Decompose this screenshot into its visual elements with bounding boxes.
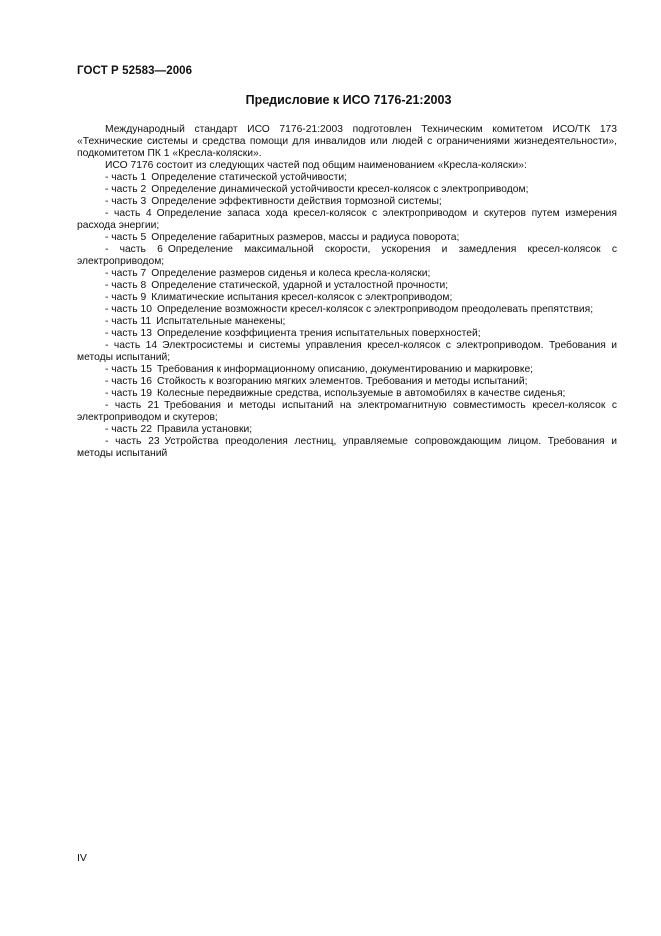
part-number: - часть 11	[105, 316, 152, 327]
part-title: Испытательные манекены;	[156, 316, 286, 327]
part-title: Определение динамической устойчивости кресел-колясок с электроприводом;	[151, 184, 529, 195]
part-title: Определение статической, ударной и усталостной прочности;	[151, 280, 449, 291]
part-list-item	[77, 340, 617, 364]
intro-paragraph: Международный стандарт ИСО 7176-21:2003 подготовлен Техническим комитетом ИСО/ТК 173 «Технические системы и средства помощи для инвалидов или людей с ограничениями жизнедеятельности», подкомитетом ПК 1 «Кресла-коляски».	[77, 124, 617, 159]
part-number: - часть 3	[105, 196, 147, 207]
part-number: - часть 9	[105, 292, 147, 303]
part-number: - часть 5	[105, 232, 147, 243]
part-title: Определение возможности кресел-колясок с электроприводом преодолевать препятствия;	[156, 304, 594, 315]
part-number: - часть 6	[105, 244, 163, 255]
part-number: - часть 4	[105, 208, 152, 219]
part-list-item	[77, 232, 617, 244]
page-number: IV	[77, 852, 87, 864]
part-list-item	[77, 376, 617, 388]
parts-list	[77, 172, 617, 460]
part-title: Электросистемы и системы управления кресел-колясок с электроприводом. Требования и методы испытаний;	[77, 340, 617, 363]
part-title: Климатические испытания кресел-колясок с электроприводом;	[151, 292, 453, 303]
part-list-item	[77, 328, 617, 340]
parts-intro-paragraph: ИСО 7176 состоит из следующих частей под общим наименованием «Кресла-коляски»:	[105, 160, 527, 171]
part-number: - часть 22	[105, 424, 152, 435]
part-list-item	[77, 436, 617, 460]
standard-header: ГОСТ Р 52583—2006	[77, 65, 193, 77]
part-list-item	[77, 304, 617, 316]
part-number: - часть 13	[105, 328, 152, 339]
part-title: Правила установки;	[156, 424, 253, 435]
part-number: - часть 23	[105, 436, 160, 447]
part-list-item	[77, 280, 617, 292]
part-number: - часть 16	[105, 376, 152, 387]
part-number: - часть 19	[105, 388, 152, 399]
part-number: - часть 21	[105, 400, 160, 411]
part-title: Определение максимальной скорости, ускорения и замедления кресел-колясок с электроприводом;	[77, 244, 617, 267]
part-title: Требования к информационному описанию, документированию и маркировке;	[156, 364, 534, 375]
part-list-item	[77, 172, 617, 184]
part-number: - часть 7	[105, 268, 147, 279]
part-list-item	[77, 268, 617, 280]
part-list-item	[77, 244, 617, 268]
part-list-item	[77, 316, 617, 328]
part-title: Определение коэффициента трения испытательных поверхностей;	[156, 328, 481, 339]
part-title: Определение габаритных размеров, массы и радиуса поворота;	[151, 232, 460, 243]
body-text	[77, 124, 617, 460]
page-title	[0, 93, 661, 107]
part-list-item	[77, 208, 617, 232]
part-title: Определение эффективности действия тормозной системы;	[151, 196, 442, 207]
part-list-item	[77, 400, 617, 424]
part-list-item	[77, 388, 617, 400]
part-number: - часть 14	[105, 340, 158, 351]
part-title: Устройства преодоления лестниц, управляемые сопровождающим лицом. Требования и методы испытаний	[77, 436, 617, 459]
part-title: Определение статической устойчивости;	[151, 172, 348, 183]
part-number: - часть 1	[105, 172, 147, 183]
part-title: Определение запаса хода кресел-колясок с электроприводом и скутеров путем измерения расхода энергии;	[77, 208, 618, 231]
part-list-item	[77, 292, 617, 304]
part-list-item	[77, 424, 617, 436]
title-text: Предисловие к ИСО 7176-21:2003	[245, 93, 452, 107]
part-title: Стойкость к возгоранию мягких элементов. Требования и методы испытаний;	[156, 376, 528, 387]
part-number: - часть 8	[105, 280, 147, 291]
part-title: Определение размеров сиденья и колеса кресла-коляски;	[151, 268, 431, 279]
part-list-item	[77, 184, 617, 196]
part-number: - часть 15	[105, 364, 152, 375]
part-number: - часть 2	[105, 184, 147, 195]
part-title: Колесные передвижные средства, используемые в автомобилях в качестве сиденья;	[156, 388, 566, 399]
part-list-item	[77, 364, 617, 376]
part-list-item	[77, 196, 617, 208]
part-number: - часть 10	[105, 304, 152, 315]
part-title: Требования и методы испытаний на электромагнитную совместимость кресел-колясок с электроприводом и скутеров;	[77, 400, 617, 423]
